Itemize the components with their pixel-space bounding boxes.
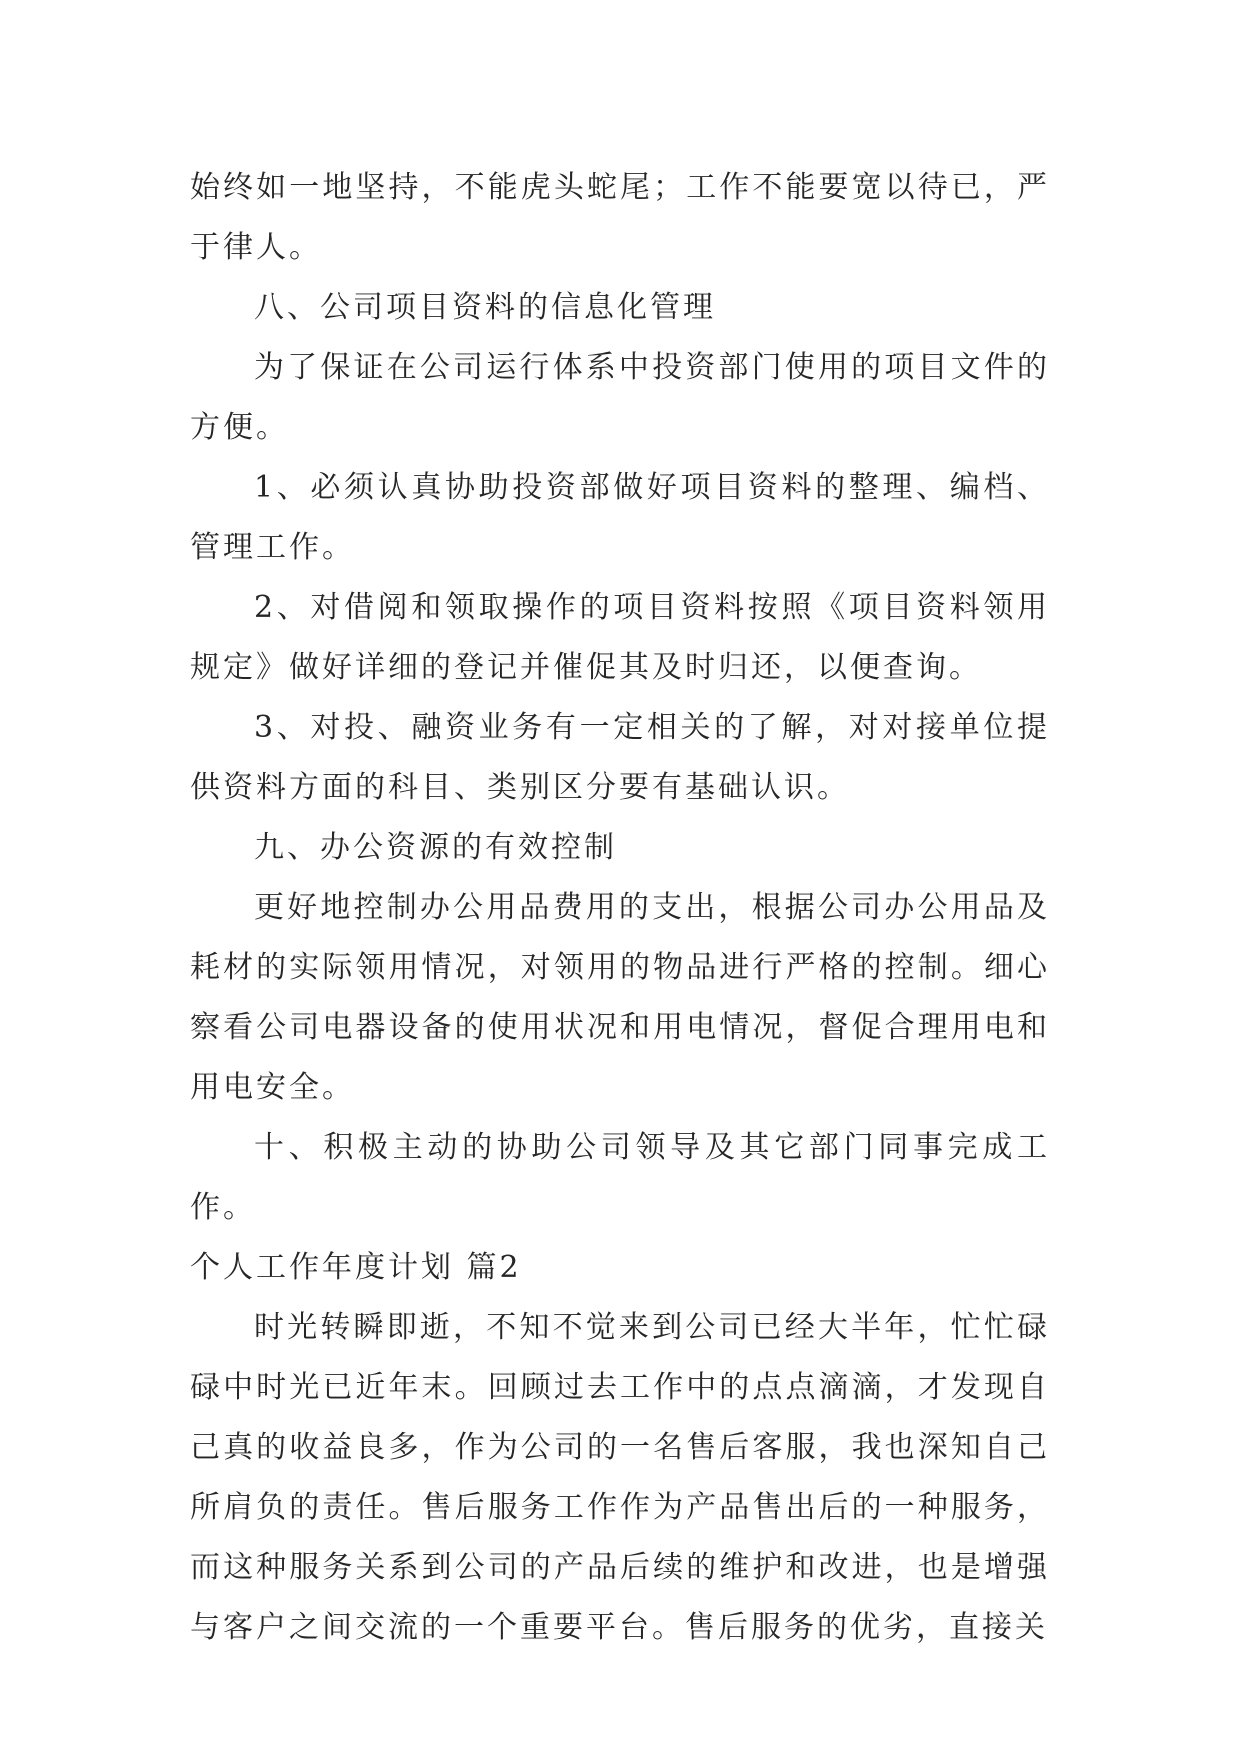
paragraph-continuation: 始终如一地坚持，不能虎头蛇尾；工作不能要宽以待已，严于律人。 [190,170,1050,265]
document-body [190,158,1050,1658]
section-heading-10: 十、积极主动的协助公司领导及其它部门同事完成工作。 [190,1130,1050,1225]
list-item-3: 3、对投、融资业务有一定相关的了解，对对接单位提供资料方面的科目、类别区分要有基础认识。 [190,710,1050,805]
article-title-part-2: 个人工作年度计划 篇2 [190,1250,522,1285]
list-item-2: 2、对借阅和领取操作的项目资料按照《项目资料领用规定》做好详细的登记并催促其及时归还，以便查询。 [190,590,1050,685]
paragraph-office-resources: 更好地控制办公用品费用的支出，根据公司办公用品及耗材的实际领用情况，对领用的物品进行严格的控制。细心察看公司电器设备的使用状况和用电情况，督促合理用电和用电安全。 [190,890,1050,1105]
list-item-1: 1、必须认真协助投资部做好项目资料的整理、编档、管理工作。 [190,470,1050,565]
paragraph-purpose: 为了保证在公司运行体系中投资部门使用的项目文件的方便。 [190,350,1050,445]
paragraph-intro-part-2: 时光转瞬即逝，不知不觉来到公司已经大半年，忙忙碌碌中时光已近年末。回顾过去工作中的点点滴滴，才发现自己真的收益良多，作为公司的一名售后客服，我也深知自己所肩负的责任。售后服务工作作为产品售出后的一种服务，而这种服务关系到公司的产品后续的维护和改进，也是增强与客户之间交流的一个重要平台。售后服务的优劣，直接关 [190,1310,1050,1645]
section-heading-8: 八、公司项目资料的信息化管理 [254,290,716,325]
section-heading-9: 九、办公资源的有效控制 [254,830,617,865]
